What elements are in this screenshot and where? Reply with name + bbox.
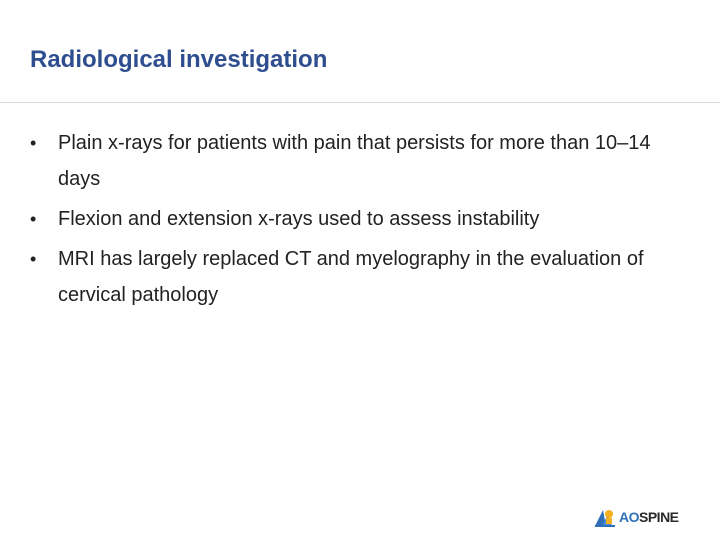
aospine-logo: [594, 506, 679, 528]
bullet-text: MRI has largely replaced CT and myelography in the evaluation of cervical pathology: [58, 248, 644, 306]
bullet-item: [30, 201, 670, 237]
title-divider: [0, 102, 720, 103]
bullet-marker: •: [30, 209, 37, 229]
slide-title: Radiological investigation: [30, 46, 328, 73]
bullet-list: [30, 125, 670, 317]
bullet-item: [30, 241, 670, 313]
bullet-marker: •: [30, 133, 37, 153]
logo-text-ao: AO: [619, 509, 639, 525]
aospine-logo-icon: [594, 506, 616, 528]
bullet-item: [30, 125, 670, 197]
bullet-marker: •: [30, 249, 37, 269]
bullet-text: Plain x-rays for patients with pain that persists for more than 10–14 days: [58, 132, 651, 190]
bullet-text: Flexion and extension x-rays used to assess instability: [58, 208, 540, 230]
logo-text-spine: SPINE: [639, 509, 679, 525]
logo-wordmark: [619, 506, 679, 528]
